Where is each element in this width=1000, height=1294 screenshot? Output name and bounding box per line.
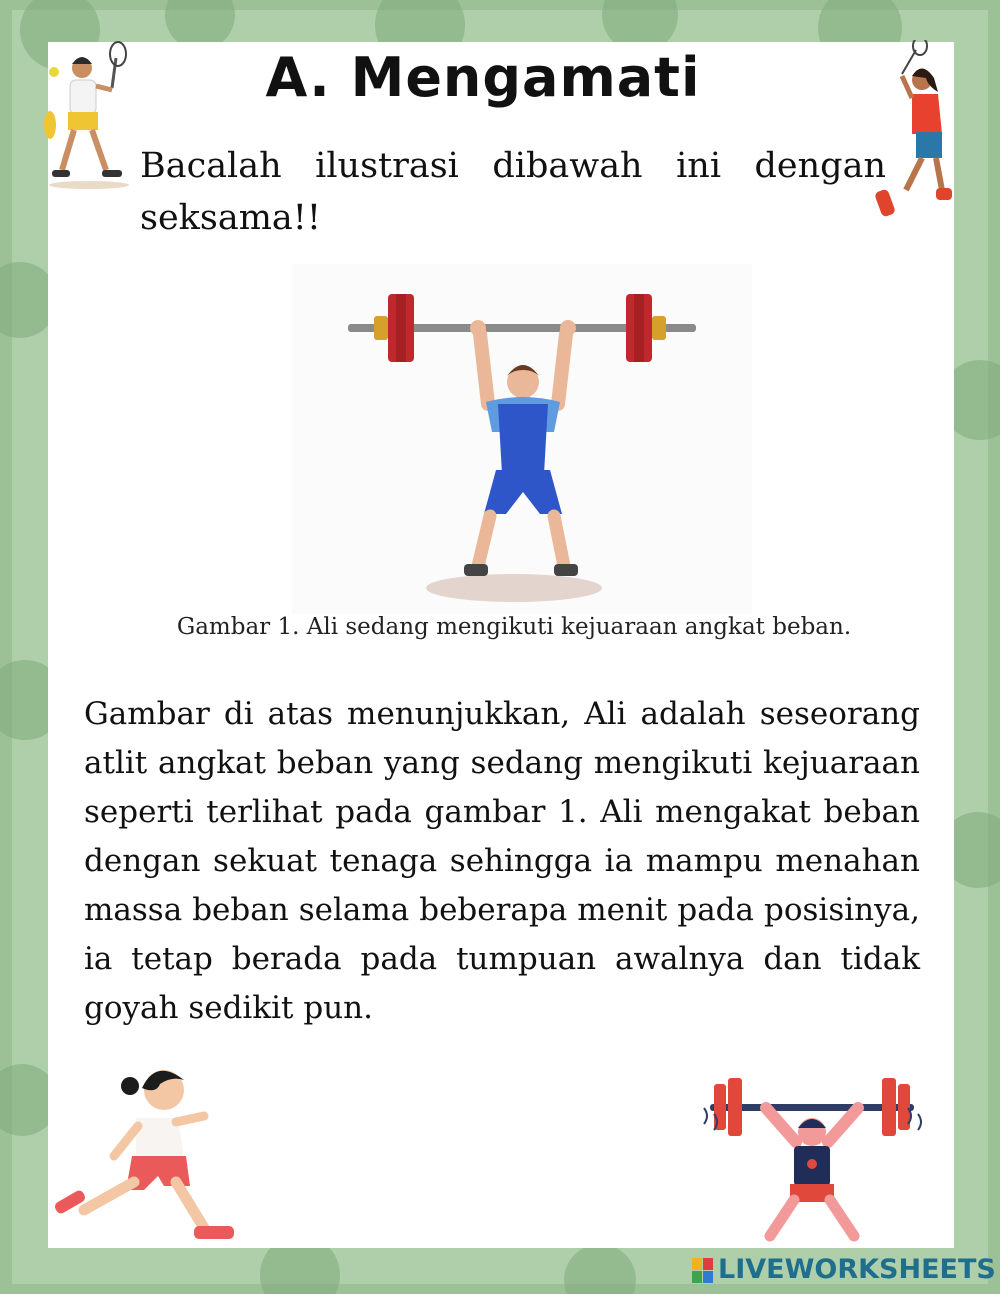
intro-word: Bacalah: [140, 146, 282, 186]
intro-word: ini: [676, 146, 722, 186]
intro-word: ilustrasi: [315, 146, 459, 186]
weightlifter-illustration: [292, 264, 752, 614]
weightlifter-small-illustration: [700, 1072, 924, 1244]
badminton-player-illustration: [872, 40, 954, 220]
figure-1-image: [292, 264, 752, 614]
intro-word: dengan: [754, 146, 886, 186]
body-paragraph: Gambar di atas menunjukkan, Ali adalah seseorang atlit angkat beban yang sedang mengikuti kejuaraan seperti terlihat pada gambar 1. Ali mengakat beban dengan sekuat tenaga sehingga ia mampu menahan massa beban selama beberapa menit pada posisinya, ia tetap berada pada tumpuan awalnya dan tidak goyah sedikit pun.: [84, 696, 920, 1026]
liveworksheets-mark-icon: [692, 1256, 714, 1284]
intro-line-2: seksama!!: [140, 198, 321, 238]
liveworksheets-logo: [692, 1254, 996, 1285]
tennis-player-illustration: [44, 40, 134, 190]
brand-text: LIVEWORKSHEETS: [718, 1254, 996, 1285]
intro-word: dibawah: [492, 146, 643, 186]
intro-text: [140, 140, 886, 244]
runner-illustration: [44, 1060, 249, 1250]
page-title: A. Mengamati: [265, 46, 701, 109]
figure-caption: Gambar 1. Ali sedang mengikuti kejuaraan angkat beban.: [176, 614, 852, 640]
